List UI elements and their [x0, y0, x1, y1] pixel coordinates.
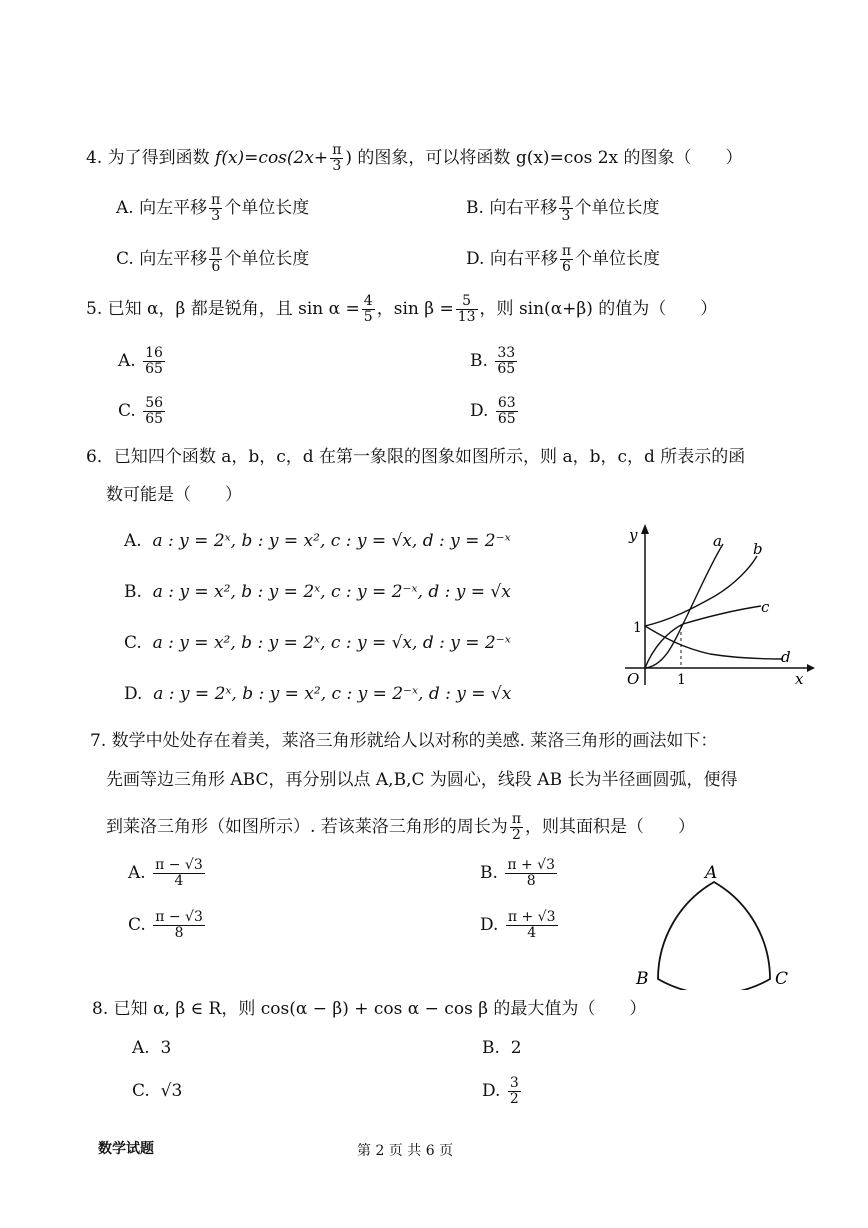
q8-stem: 8. 已知 α, β ∈ R，则 cos(α − β) + cos α − cos β 的最大值为（ ） — [92, 999, 647, 1019]
q4-stem-formula: f(x)=cos(2x+ — [215, 148, 329, 168]
q7-stem-line1: 7. 数学中处处存在着美，莱洛三角形就给人以对称的美感. 莱洛三角形的画法如下： — [90, 731, 718, 751]
q6-option-b: B. a : y = x², b : y = 2ˣ, c : y = 2⁻ˣ, d : y = √x — [124, 582, 511, 602]
q7-option-a: A. $\frac{\pi - √3}{4}$ — [128, 857, 203, 889]
q4-stem-tail: ) 的图象，可以将函数 g(x)=cos 2x 的图象（ ） — [345, 148, 743, 168]
curve-b — [645, 556, 757, 626]
vertex-label-b: B — [636, 969, 649, 989]
q5-stem: 5. 已知 α，β 都是锐角，且 sin α = $\frac{4}{5}$ ，sin β = $\frac{5}{13}$ ，则 sin(α+β) 的值为（ ） — [86, 293, 718, 325]
footer-page-number: 第 2 页 共 6 页 — [357, 1143, 454, 1159]
q4-stem-fraction: $\frac{\pi}{3}$ — [332, 142, 342, 174]
x-axis-arrow — [807, 664, 815, 672]
q6-option-d: D. a : y = 2ˣ, b : y = x², c : y = 2⁻ˣ, d : y = √x — [124, 684, 512, 704]
curve-label-b: b — [753, 540, 763, 558]
q7-option-c: C. $\frac{\pi - √3}{8}$ — [128, 909, 203, 941]
y-axis-label: y — [629, 526, 638, 544]
q4-option-c: C. 向左平移 $\frac{\pi}{6}$ 个单位长度 — [116, 243, 310, 275]
curve-label-d: d — [781, 648, 791, 666]
q5-option-b: B. $\frac{33}{65}$ — [470, 345, 516, 377]
vertex-label-c: C — [775, 969, 789, 989]
q7-stem-line2: 先画等边三角形 ABC，再分别以点 A,B,C 为圆心，线段 AB 长为半径画圆弧，便得 — [106, 770, 738, 790]
q7-reuleaux-figure — [630, 860, 810, 990]
q4-option-d: D. 向右平移 $\frac{\pi}{6}$ 个单位长度 — [466, 243, 661, 275]
q4-stem — [86, 143, 743, 174]
x-tick-1: 1 — [677, 672, 686, 688]
q5-option-c: C. $\frac{56}{65}$ — [118, 395, 164, 427]
q4-option-a: A. 向左平移 $\frac{\pi}{3}$ 个单位长度 — [116, 192, 310, 224]
q7-stem-line3: 到莱洛三角形（如图所示）. 若该莱洛三角形的周长为 $\frac{\pi}{2}$ ，则其面积是（ ） — [106, 811, 696, 843]
q5-option-d: D. $\frac{63}{65}$ — [470, 395, 516, 427]
curve-label-c: c — [761, 598, 770, 616]
q8-option-c: C. √3 — [132, 1081, 183, 1101]
q6-option-a: A. a : y = 2ˣ, b : y = x², c : y = √x, d : y = 2⁻ˣ — [124, 531, 511, 551]
q8-option-d: D. $\frac{3}{2}$ — [482, 1075, 519, 1107]
vertex-label-a: A — [705, 863, 718, 883]
q4-option-b: B. 向右平移 $\frac{\pi}{3}$ 个单位长度 — [466, 192, 660, 224]
origin-label: O — [627, 670, 640, 688]
q6-function-graph — [615, 520, 815, 690]
curve-label-a: a — [713, 532, 722, 550]
q8-option-a: A. 3 — [132, 1038, 172, 1058]
x-axis-label: x — [795, 670, 804, 688]
q4-stem-part: 4. 为了得到函数 — [86, 148, 216, 168]
y-tick-1: 1 — [633, 620, 642, 636]
footer-subject: 数学试题 — [98, 1141, 154, 1157]
q5-option-a: A. $\frac{16}{65}$ — [118, 345, 163, 377]
curve-a — [645, 544, 723, 668]
q8-option-b: B. 2 — [482, 1038, 522, 1058]
q6-option-c: C. a : y = x², b : y = 2ˣ, c : y = √x, d : y = 2⁻ˣ — [124, 633, 511, 653]
q7-option-b: B. $\frac{\pi + √3}{8}$ — [480, 857, 555, 889]
q6-stem-line2: 数可能是（ ） — [106, 485, 242, 505]
q7-option-d: D. $\frac{\pi + √3}{4}$ — [480, 909, 556, 941]
reuleaux-triangle — [658, 882, 770, 990]
y-axis-arrow — [641, 524, 649, 534]
q6-stem-line1: 6．已知四个函数 a，b，c，d 在第一象限的图象如图所示，则 a，b，c，d 所表示的函 — [86, 447, 746, 467]
